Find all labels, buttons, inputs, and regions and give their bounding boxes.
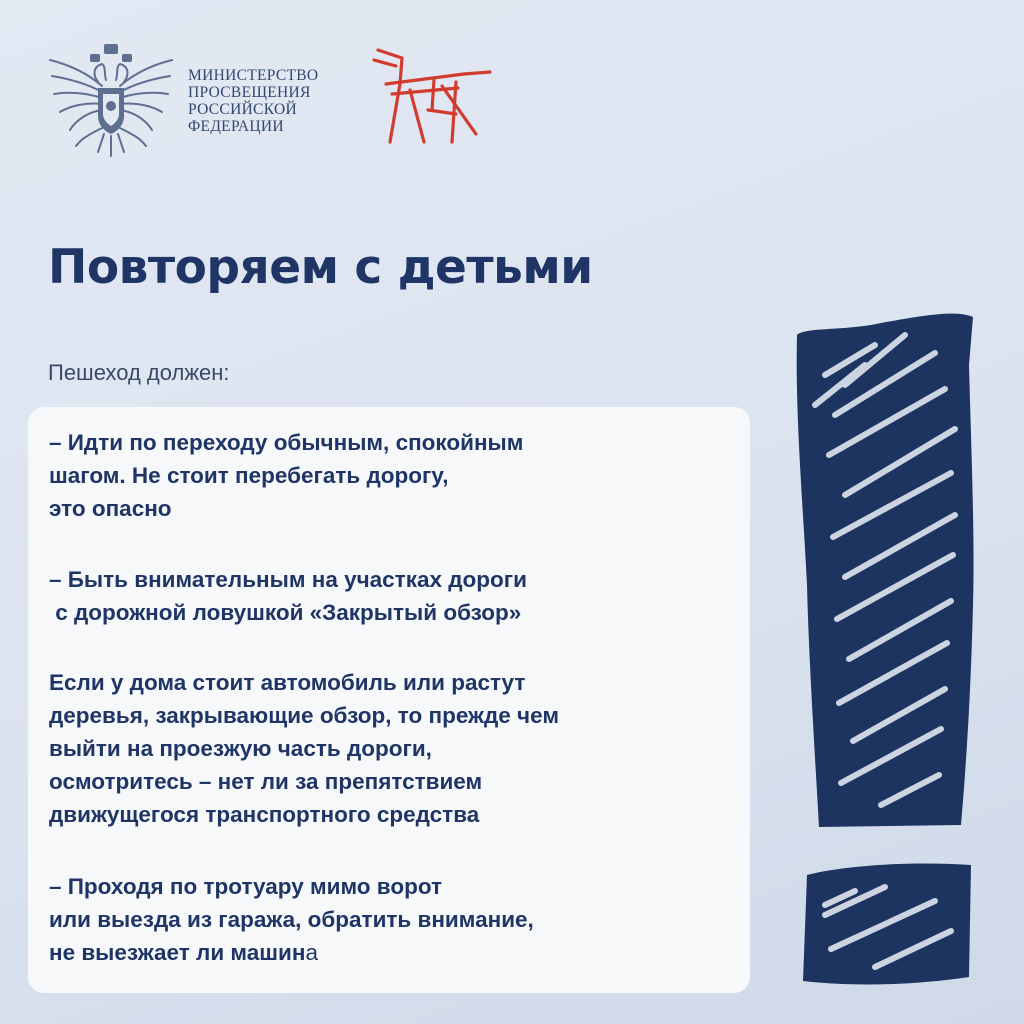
ministry-name [188,67,318,135]
exclamation-mark-icon [785,305,985,993]
ministry-header [46,42,318,160]
rule-paragraph: – Идти по переходу обычным, спокойным шагом. Не стоит перебегать дорогу, это опасно [49,430,524,521]
rule-paragraph [49,870,534,969]
ministry-line: РОССИЙСКОЙ [188,101,297,118]
rule-paragraph: – Быть внимательным на участках дороги с дорожной ловушкой «Закрытый обзор» [49,567,527,625]
intro-text: Пешеход должен: [48,360,230,385]
page-title: Повторяем с детьми [48,240,593,295]
ministry-line: ПРОСВЕЩЕНИЯ [188,84,311,101]
ministry-line: ФЕДЕРАЦИИ [188,118,284,135]
rule-paragraph: Если у дома стоит автомобиль или растут деревья, закрывающие обзор, то прежде чем выйти на проезжую часть дороги, осмотритесь – нет ли за препятствием движущегося транспортного средства [49,670,559,827]
ministry-line: МИНИСТЕРСТВО [188,67,319,84]
rule-text-tail: а [305,940,318,965]
eagle-emblem-icon [46,42,176,160]
rule-text: – Проходя по тротуару мимо ворот или выезда из гаража, обратить внимание, не выезжает ли машин [49,874,534,965]
horse-logo-icon [372,44,496,148]
